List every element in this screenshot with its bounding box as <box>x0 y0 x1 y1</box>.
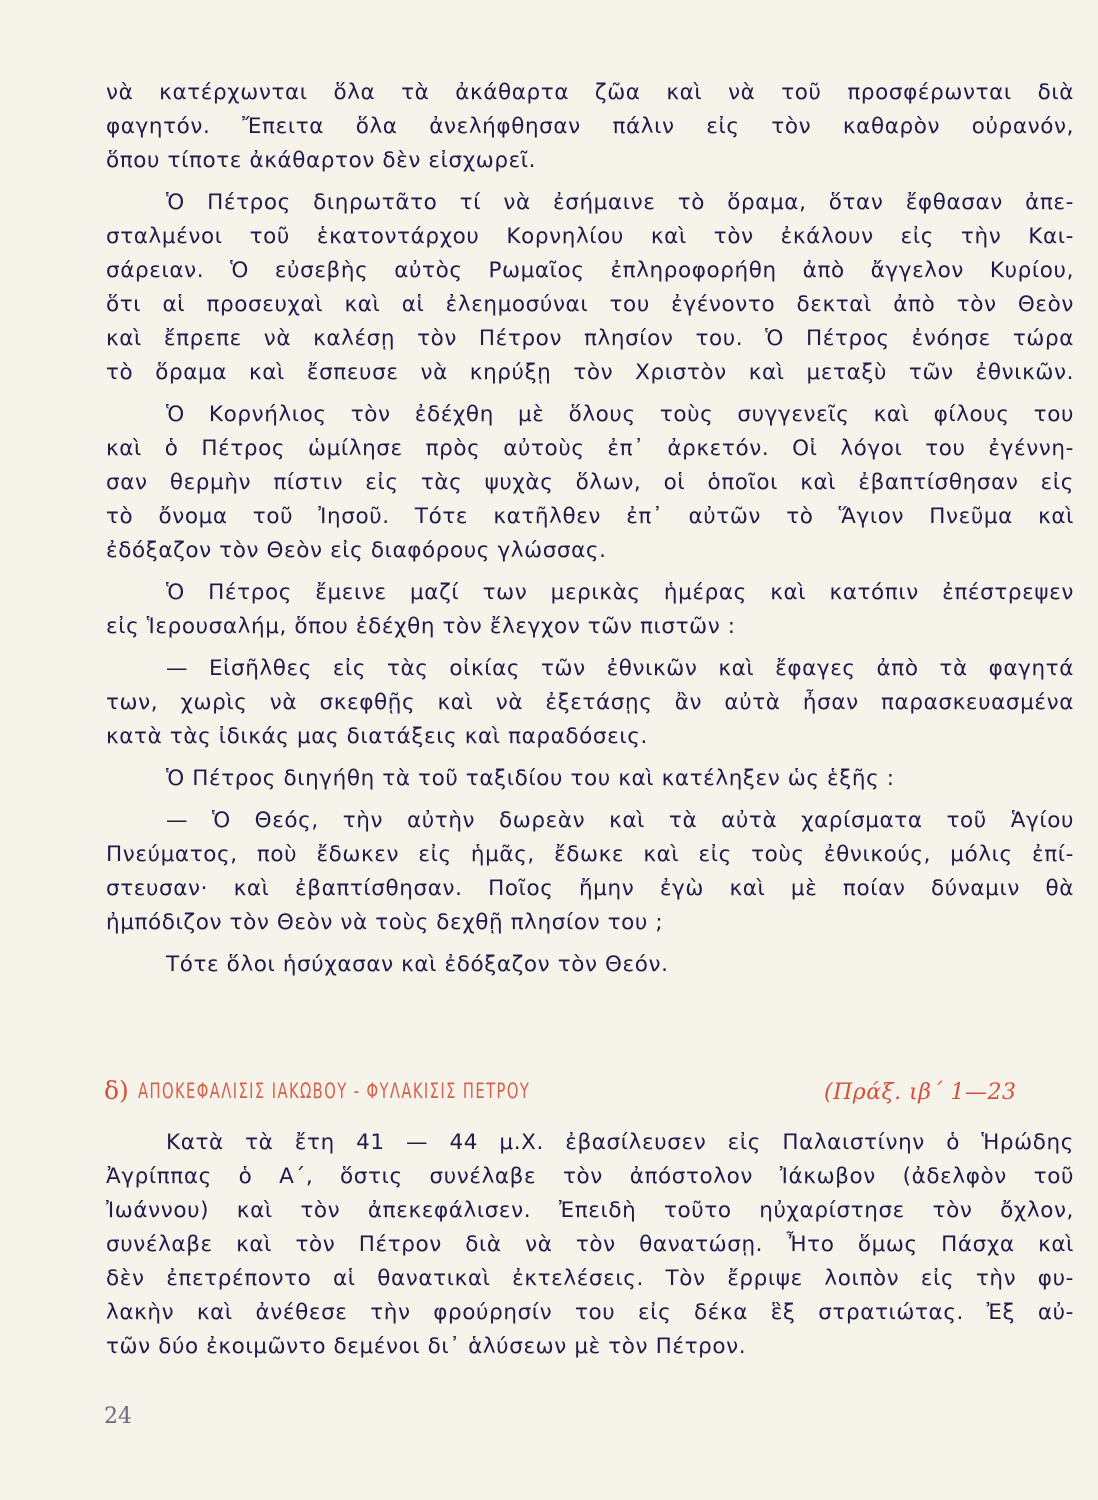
text-line: Πνεύματος, ποὺ ἔδωκεν εἰς ἡμᾶς, ἔδωκε καὶ εἰς τοὺς ἐθνικούς, μόλις ἐπί- <box>106 842 1074 867</box>
page-number: 24 <box>104 1404 132 1429</box>
text-line: Κατὰ τὰ ἔτη 41 — 44 μ.Χ. ἐβασίλευσεν εἰς Παλαιστίνην ὁ Ἡρώδης <box>166 1130 1074 1155</box>
text-line: δὲν ἐπετρέποντο αἱ θανατικαὶ ἐκτελέσεις. Τὸν ἔρριψε λοιπὸν εἰς τὴν φυ- <box>106 1266 1074 1291</box>
text-line: φαγητόν. Ἔπειτα ὅλα ἀνελήφθησαν πάλιν εἰς τὸν καθαρὸν οὐρανόν, <box>106 114 1074 139</box>
paragraph <box>106 576 1074 644</box>
scripture-reference: (Πράξ. ιβ´ 1—23 <box>824 1080 1017 1105</box>
text-line: Ὁ Πέτρος διηγήθη τὰ τοῦ ταξιδίου του καὶ κατέληξεν ὡς ἑξῆς : <box>166 766 895 791</box>
section-letter: δ) <box>104 1076 129 1105</box>
paragraph <box>106 652 1074 754</box>
text-line: καὶ ὁ Πέτρος ὡμίλησε πρὸς αὐτοὺς ἐπ᾽ ἀρκετόν. Οἱ λόγοι του ἐγέννη- <box>106 436 1074 461</box>
text-line: — Ὁ Θεός, τὴν αὐτὴν δωρεὰν καὶ τὰ αὐτὰ χαρίσματα τοῦ Ἁγίου <box>166 808 1074 833</box>
text-line: στευσαν· καὶ ἐβαπτίσθησαν. Ποῖος ἤμην ἐγὼ καὶ μὲ ποίαν δύναμιν θὰ <box>106 876 1074 901</box>
paragraph <box>106 948 1074 982</box>
text-line: νὰ κατέρχωνται ὅλα τὰ ἀκάθαρτα ζῶα καὶ νὰ τοῦ προσφέρωνται διὰ <box>106 80 1074 105</box>
text-line: σταλμένοι τοῦ ἑκατοντάρχου Κορνηλίου καὶ τὸν ἐκάλουν εἰς τὴν Και- <box>106 224 1074 249</box>
text-line: τῶν δύο ἐκοιμῶντο δεμένοι δι᾽ ἁλύσεων μὲ τὸν Πέτρον. <box>106 1334 747 1359</box>
paragraph <box>106 76 1074 178</box>
text-line: Τότε ὅλοι ἡσύχασαν καὶ ἐδόξαζον τὸν Θεόν. <box>166 952 669 977</box>
paragraph <box>106 804 1074 940</box>
text-line: ὅτι αἱ προσευχαὶ καὶ αἱ ἐλεημοσύναι του ἐγένοντο δεκταὶ ἀπὸ τὸν Θεὸν <box>106 292 1074 317</box>
text-line: τὸ ὅραμα καὶ ἔσπευσε νὰ κηρύξῃ τὸν Χριστὸν καὶ μεταξὺ τῶν ἐθνικῶν. <box>106 360 1074 385</box>
text-line: Ἰωάννου) καὶ τὸν ἀπεκεφάλισεν. Ἐπειδὴ τοῦτο ηὐχαρίστησε τὸν ὄχλον, <box>106 1198 1074 1223</box>
text-line: ἠμπόδιζον τὸν Θεὸν νὰ τοὺς δεχθῇ πλησίον του ; <box>106 910 664 935</box>
text-line: — Εἰσῆλθες εἰς τὰς οἰκίας τῶν ἐθνικῶν καὶ ἔφαγες ἀπὸ τὰ φαγητά <box>166 656 1074 681</box>
text-line: των, χωρὶς νὰ σκεφθῇς καὶ νὰ ἐξετάσῃς ἂν αὐτὰ ἦσαν παρασκευασμένα <box>106 690 1074 715</box>
paragraph <box>106 186 1074 390</box>
section-heading <box>104 1076 1064 1116</box>
text-line: λακὴν καὶ ἀνέθεσε τὴν φρούρησίν του εἰς δέκα ἓξ στρατιώτας. Ἐξ αὐ- <box>106 1300 1074 1325</box>
text-line: σάρειαν. Ὁ εὐσεβὴς αὐτὸς Ρωμαῖος ἐπληροφορήθη ἀπὸ ἄγγελον Κυρίου, <box>106 258 1074 283</box>
section-text <box>106 1126 1074 1364</box>
text-line: Ἀγρίππας ὁ Α´, ὅστις συνέλαβε τὸν ἀπόστολον Ἰάκωβον (ἀδελφὸν τοῦ <box>106 1164 1074 1189</box>
text-line: κατὰ τὰς ἰδικάς μας διατάξεις καὶ παραδόσεις. <box>106 724 648 749</box>
text-line: εἰς Ἱερουσαλήμ, ὅπου ἐδέχθη τὸν ἔλεγχον τῶν πιστῶν : <box>106 614 736 639</box>
text-line: ἐδόξαζον τὸν Θεὸν εἰς διαφόρους γλώσσας. <box>106 538 607 563</box>
text-line: ὅπου τίποτε ἀκάθαρτον δὲν εἰσχωρεῖ. <box>106 148 537 173</box>
section-title: ΑΠΟΚΕΦΑΛΙΣΙΣ ΙΑΚΩΒΟΥ - ΦΥΛΑΚΙΣΙΣ ΠΕΤΡΟΥ <box>137 1078 531 1103</box>
text-line: Ὁ Πέτρος διηρωτᾶτο τί νὰ ἐσήμαινε τὸ ὅραμα, ὅταν ἔφθασαν ἀπε- <box>166 190 1074 215</box>
paragraph <box>106 762 1074 796</box>
text-line: σαν θερμὴν πίστιν εἰς τὰς ψυχὰς ὅλων, οἱ ὁποῖοι καὶ ἐβαπτίσθησαν εἰς <box>106 470 1074 495</box>
paragraph <box>106 398 1074 568</box>
paragraph <box>106 1126 1074 1364</box>
text-line: τὸ ὄνομα τοῦ Ἰησοῦ. Τότε κατῆλθεν ἐπ᾽ αὐτῶν τὸ Ἅγιον Πνεῦμα καὶ <box>106 504 1074 529</box>
text-line: συνέλαβε καὶ τὸν Πέτρον διὰ νὰ τὸν θανατώσῃ. Ἦτο ὅμως Πάσχα καὶ <box>106 1232 1074 1257</box>
text-line: καὶ ἔπρεπε νὰ καλέσῃ τὸν Πέτρον πλησίον του. Ὁ Πέτρος ἐνόησε τώρα <box>106 326 1074 351</box>
body-text <box>106 76 1074 982</box>
text-line: Ὁ Πέτρος ἔμεινε μαζί των μερικὰς ἡμέρας καὶ κατόπιν ἐπέστρεψεν <box>166 580 1074 605</box>
text-line: Ὁ Κορνήλιος τὸν ἐδέχθη μὲ ὅλους τοὺς συγγενεῖς καὶ φίλους του <box>166 402 1074 427</box>
